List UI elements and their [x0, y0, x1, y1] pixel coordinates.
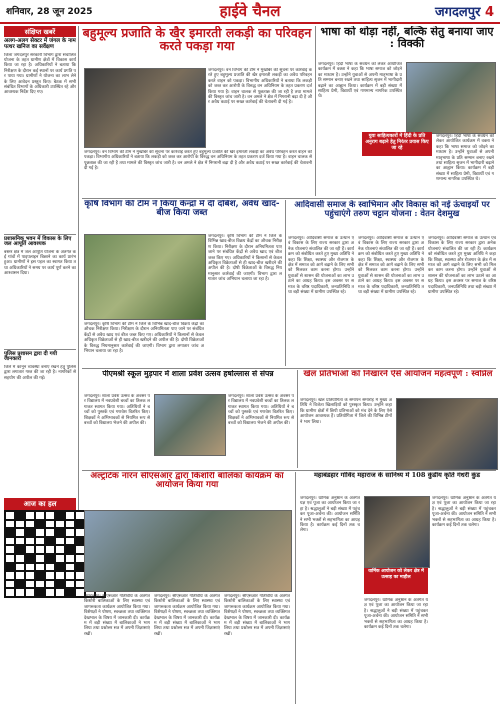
top-story-photo [84, 68, 206, 148]
right-story-headline-wrap [318, 26, 496, 60]
left-body-2: बस्तर क्षेत्र में जल आपूर्ति योजना के अंतर्गत कई गांवों में पाइपलाइन बिछाने का कार्य प्रारंभ हुआ। ग्रामीणों ने इस पहल का स्वागत किया तथा अधिकारियों ने समय पर कार्य पूर्ण करने का आश्वासन दिया। [4, 249, 76, 277]
mid-left-headline: कृषि विभाग की टीम ने किया केन्द्रों में दी दबिश, अवैध खाद-बीज किया जब्त [84, 200, 280, 219]
bottom-right-headline-wrap [298, 472, 496, 494]
mid-right-headline-wrap [288, 200, 496, 234]
left-headline-3: पुलिस प्रशासन द्वारा दी गयी जानकारी [4, 349, 76, 363]
column-divider [295, 472, 296, 704]
bottom-right-pullquote: धार्मिक आयोजन को लेकर क्षेत्र में उत्साह का माहौल [364, 568, 428, 594]
mid-left-photo [84, 234, 206, 320]
bottom-right-headline: महाबंडहार गोविंद महाराज के सानिध्य में 108 कुंडीय कृति गंधरी कुंड [313, 472, 481, 479]
masthead [0, 0, 500, 24]
bottom-left-body-b: जगदलपुर। सीएसआर गतिविधि के अंतर्गत किशोरी बालिकाओं के लिए स्वास्थ्य एवं जागरूकता कार्यक्रम आयोजित किया गया। विशेषज्ञों ने पोषण, स्वच्छता तथा व्यक्तिगत देखभाल के विषय में जानकारी दी। कार्यक्रम में बड़ी संख्या में बालिकाओं ने भाग लिया तथा प्रश्नोत्तर सत्र में अपनी जिज्ञासाएं रखीं। [154, 594, 220, 637]
left-headline-2: प्रशासनिक भवन में विकास के लिए जल आपूर्ति आवश्यक [4, 234, 76, 248]
bottom-right-body-a: जगदलपुर। धार्मिक अनुष्ठान के अंतर्गत यज्ञ एवं पूजा का आयोजन किया जा रहा है। श्रद्धालुओं ने बड़ी संख्या में पहुंचकर पूजा-अर्चना की। आयोजन समिति ने सभी भक्तों से सहभागिता का आग्रह किया है। कार्यक्रम कई दिनों तक चलेगा। [300, 496, 360, 534]
banner-left-body-b: जगदलपुर। शाला प्रवेश उत्सव के अवसर पर विद्यालय में नवप्रवेशी बच्चों का तिलक लगाकर स्वागत किया गया। अतिथियों ने बच्चों को पुस्तकें एवं गणवेश वितरित किए। शिक्षकों ने अभिभावकों से नियमित रूप से बच्चों को विद्यालय भेजने की अपील की। [228, 394, 294, 427]
column-divider [315, 26, 316, 196]
bottom-left-headline-wrap [82, 472, 292, 506]
bottom-right-body-b: जगदलपुर। धार्मिक अनुष्ठान के अंतर्गत यज्ञ एवं पूजा का आयोजन किया जा रहा है। श्रद्धालुओं ने बड़ी संख्या में पहुंचकर पूजा-अर्चना की। आयोजन समिति ने सभी भक्तों से सहभागिता का आग्रह किया है। कार्यक्रम कई दिनों तक चलेगा। [364, 598, 428, 631]
left-headline-1b: पत्थर खनिज का सर्वेक्षण [4, 43, 54, 50]
right-story-body-b: जगदलपुर। हिंदी भाषा के संवर्धन को लेकर आयोजित कार्यक्रम में वक्ता ने कहा कि भाषा समाज को जोड़ने का माध्यम है। उन्होंने युवाओं से अपनी मातृभाषा के प्रति सम्मान बनाए रखने तथा साहित्य सृजन में भागीदारी बढ़ाने का आह्वान किया। कार्यक्रम में बड़ी संख्या में साहित्य प्रेमी, विद्यार्थी एवं गणमान्य नागरिक उपस्थित थे। [436, 134, 494, 183]
column-divider [78, 26, 79, 586]
right-story-photo [406, 62, 496, 134]
banner-right-headline-wrap [300, 370, 496, 396]
section-divider [82, 198, 496, 199]
mid-right-body-b: जगदलपुर। आदिवासी समाज के उत्थान एवं विकास के लिए राज्य सरकार द्वारा अनेक योजनाएं संचालित की जा रही हैं। कार्यक्रम को संबोधित करते हुए मुख्य अतिथि ने कहा कि शिक्षा, स्वास्थ्य और रोजगार के क्षेत्र में समाज को आगे बढ़ाने के लिए सभी को मिलकर काम करना होगा। उन्होंने युवाओं से शासन की योजनाओं का लाभ उठाने का आग्रह किया। इस अवसर पर समाज के वरिष्ठ पदाधिकारी, जनप्रतिनिधि तथा बड़ी संख्या में ग्रामीण उपस्थित रहे। [358, 236, 424, 296]
city-page: जगदलपुर 4 [435, 5, 494, 20]
section-divider [82, 470, 496, 471]
mid-left-body-b: जगदलपुर। कृषि विभाग की टीम ने जिले के विभिन्न खाद-बीज विक्रय केंद्रों का औचक निरीक्षण किया। निरीक्षण के दौरान अनियमितता पाए जाने पर संबंधित केंद्रों से अवैध खाद एवं बीज जब्त किए गए। अधिकारियों ने किसानों से केवल अधिकृत विक्रेताओं से ही खाद-बीज खरीदने की अपील की है। दोषी विक्रेताओं के विरुद्ध नियमानुसार कार्रवाई की जाएगी। विभाग द्वारा लगातार जांच अभियान चलाया जा रहा है। [84, 322, 204, 355]
banner-right-body: जगदलपुर। खेल प्रतियोगिता के समापन समारोह में मुख्य अतिथि ने विजेता खिलाड़ियों को पुरस्कृत किया। उन्होंने कहा कि ग्रामीण क्षेत्रों में छिपी प्रतिभाओं को मंच देने के लिए ऐसे आयोजन आवश्यक हैं। प्रतियोगिता में जिले की विभिन्न टीमों ने भाग लिया। [300, 398, 392, 425]
banner-left-headline-wrap [82, 370, 294, 392]
top-story-body-b: जगदलपुर। वन विभाग की टीम ने मुखबिर की सूचना पर कार्रवाई करते हुए बहुमूल्य प्रजाति की खैर इमारती लकड़ी का अवैध परिवहन करते वाहन को पकड़ा। विभागीय अधिकारियों ने बताया कि लकड़ी को जब्त कर आरोपी के विरुद्ध वन अधिनियम के तहत प्रकरण दर्ज किया गया है। वाहन चालक से पूछताछ की जा रही है तथा मामले की विस्तृत जांच जारी है। वन अमले ने क्षेत्र में निगरानी बढ़ा दी है और अवैध कटाई पर सख्त कार्रवाई की चेतावनी दी गई है। [84, 150, 312, 172]
crossword-title: आज का हल [4, 498, 76, 510]
mid-right-body-c: जगदलपुर। आदिवासी समाज के उत्थान एवं विकास के लिए राज्य सरकार द्वारा अनेक योजनाएं संचालित की जा रही हैं। कार्यक्रम को संबोधित करते हुए मुख्य अतिथि ने कहा कि शिक्षा, स्वास्थ्य और रोजगार के क्षेत्र में समाज को आगे बढ़ाने के लिए सभी को मिलकर काम करना होगा। उन्होंने युवाओं से शासन की योजनाओं का लाभ उठाने का आग्रह किया। इस अवसर पर समाज के वरिष्ठ पदाधिकारी, जनप्रतिनिधि तथा बड़ी संख्या में ग्रामीण उपस्थित रहे। [428, 236, 496, 296]
top-story-headline: बहुमूल्य प्रजाति के खैर इमारती लकड़ी का परिवहन करते पकड़ा गया [82, 26, 312, 54]
bottom-right-body-c: जगदलपुर। धार्मिक अनुष्ठान के अंतर्गत यज्ञ एवं पूजा का आयोजन किया जा रहा है। श्रद्धालुओं ने बड़ी संख्या में पहुंचकर पूजा-अर्चना की। आयोजन समिति ने सभी भक्तों से सहभागिता का आग्रह किया है। कार्यक्रम कई दिनों तक चलेगा। [432, 496, 496, 529]
top-story-body-a: जगदलपुर। वन विभाग की टीम ने मुखबिर की सूचना पर कार्रवाई करते हुए बहुमूल्य प्रजाति की खैर इमारती लकड़ी का अवैध परिवहन करते वाहन को पकड़ा। विभागीय अधिकारियों ने बताया कि लकड़ी को जब्त कर आरोपी के विरुद्ध वन अधिनियम के तहत प्रकरण दर्ज किया गया है। वाहन चालक से पूछताछ की जा रही है तथा मामले की विस्तृत जांच जारी है। वन अमले ने क्षेत्र में निगरानी बढ़ा दी है और अवैध कटाई पर सख्त कार्रवाई की चेतावनी दी गई है। [208, 68, 312, 106]
left-headline-1a: अलग-अलग सेक्टर में जंगल के नाम [4, 38, 76, 44]
banner-left-body-a: जगदलपुर। शाला प्रवेश उत्सव के अवसर पर विद्यालय में नवप्रवेशी बच्चों का तिलक लगाकर स्वागत किया गया। अतिथियों ने बच्चों को पुस्तकें एवं गणवेश वितरित किए। शिक्षकों ने अभिभावकों से नियमित रूप से बच्चों को विद्यालय भेजने की अपील की। [84, 394, 150, 427]
banner-right-photo [396, 398, 498, 470]
top-story-headline-wrap [82, 26, 312, 66]
bottom-left-body-c: जगदलपुर। सीएसआर गतिविधि के अंतर्गत किशोरी बालिकाओं के लिए स्वास्थ्य एवं जागरूकता कार्यक्रम आयोजित किया गया। विशेषज्ञों ने पोषण, स्वच्छता तथा व्यक्तिगत देखभाल के विषय में जानकारी दी। कार्यक्रम में बड़ी संख्या में बालिकाओं ने भाग लिया तथा प्रश्नोत्तर सत्र में अपनी जिज्ञासाएं रखीं। [224, 594, 290, 637]
banner-left-photo [154, 394, 226, 456]
right-story-body-a: जगदलपुर। हिंदी भाषा के संवर्धन को लेकर आयोजित कार्यक्रम में वक्ता ने कहा कि भाषा समाज को जोड़ने का माध्यम है। उन्होंने युवाओं से अपनी मातृभाषा के प्रति सम्मान बनाए रखने तथा साहित्य सृजन में भागीदारी बढ़ाने का आह्वान किया। कार्यक्रम में बड़ी संख्या में साहित्य प्रेमी, विद्यार्थी एवं गणमान्य नागरिक उपस्थित थे। [318, 62, 402, 100]
bottom-right-photo [364, 496, 430, 568]
bottom-left-headline: अल्ट्राटेक नारन सीएसआर द्वारा किशोरी बालिका कार्यक्रम का आयोजन किया गया [90, 472, 284, 491]
banner-left-headline: पीएमश्री स्कूल मुड़पार में शाला प्रवेश उत्सव हर्षोल्लास से संपन्न [102, 370, 274, 378]
right-story-pullquote: युवा साहित्यकारों में हिंदी के प्रति अनुराग बढ़ाने हेतु निरंतर प्रयास किए जा रहे [362, 132, 432, 156]
banner-right-headline: खेल प्रतिभाओं को निखारने ऐसे आयोजन महत्वपूर्ण : स्वप्निल [303, 370, 493, 379]
mid-right-body-a: जगदलपुर। आदिवासी समाज के उत्थान एवं विकास के लिए राज्य सरकार द्वारा अनेक योजनाएं संचालित की जा रही हैं। कार्यक्रम को संबोधित करते हुए मुख्य अतिथि ने कहा कि शिक्षा, स्वास्थ्य और रोजगार के क्षेत्र में समाज को आगे बढ़ाने के लिए सभी को मिलकर काम करना होगा। उन्होंने युवाओं से शासन की योजनाओं का लाभ उठाने का आग्रह किया। इस अवसर पर समाज के वरिष्ठ पदाधिकारी, जनप्रतिनिधि तथा बड़ी संख्या में ग्रामीण उपस्थित रहे। [288, 236, 354, 296]
bottom-left-body-a: जगदलपुर। सीएसआर गतिविधि के अंतर्गत किशोरी बालिकाओं के लिए स्वास्थ्य एवं जागरूकता कार्यक्रम आयोजित किया गया। विशेषज्ञों ने पोषण, स्वच्छता तथा व्यक्तिगत देखभाल के विषय में जानकारी दी। कार्यक्रम में बड़ी संख्या में बालिकाओं ने भाग लिया तथा प्रश्नोत्तर सत्र में अपनी जिज्ञासाएं रखीं। [84, 594, 150, 637]
left-column [4, 26, 76, 496]
mid-right-headline: आदिवासी समाज के स्वाभिमान और विकास को नई ऊंचाइयों पर पहुंचाएंगे तरुण चट्टान योजना : वेतन देशमुख [294, 200, 490, 218]
left-body-3: जिले में कानून व्यवस्था बनाए रखने हेतु पुलिस द्वारा लगातार गश्त की जा रही है। नागरिकों से सहयोग की अपील की गई। [4, 364, 76, 381]
section-divider [82, 368, 496, 369]
mid-left-body-a: जगदलपुर। कृषि विभाग की टीम ने जिले के विभिन्न खाद-बीज विक्रय केंद्रों का औचक निरीक्षण किया। निरीक्षण के दौरान अनियमितता पाए जाने पर संबंधित केंद्रों से अवैध खाद एवं बीज जब्त किए गए। अधिकारियों ने किसानों से केवल अधिकृत विक्रेताओं से ही खाद-बीज खरीदने की अपील की है। दोषी विक्रेताओं के विरुद्ध नियमानुसार कार्रवाई की जाएगी। विभाग द्वारा लगातार जांच अभियान चलाया जा रहा है। [208, 234, 282, 283]
mid-left-headline-wrap [82, 200, 282, 232]
newspaper-name: हाईवे चैनल [219, 2, 281, 20]
left-body-1: जिला जगदलपुर सरकारी विभाग द्वारा संचालित योजना के तहत ग्रामीण क्षेत्रों में विकास कार्य किया जा रहा है। अधिकारियों ने बताया कि निरीक्षण के दौरान कई स्थानों पर कार्य प्रगति पर पाया गया। ग्रामीणों ने योजना का लाभ लेने के लिए आवेदन प्रस्तुत किए। बैठक में सभी संबंधित विभागों के अधिकारी उपस्थित रहे और आवश्यक निर्देश दिए गए। [4, 52, 76, 96]
right-story-headline: भाषा को थोड़ा नहीं, बल्कि सेतु बनाया जाए : विक्की [320, 26, 494, 50]
column-divider [285, 200, 286, 366]
column-divider [297, 370, 298, 468]
issue-date: शनिवार, 28 जून 2025 [6, 7, 93, 17]
bottom-left-photo [84, 510, 292, 592]
brief-news-label: संक्षिप्त खबरें [4, 26, 76, 37]
